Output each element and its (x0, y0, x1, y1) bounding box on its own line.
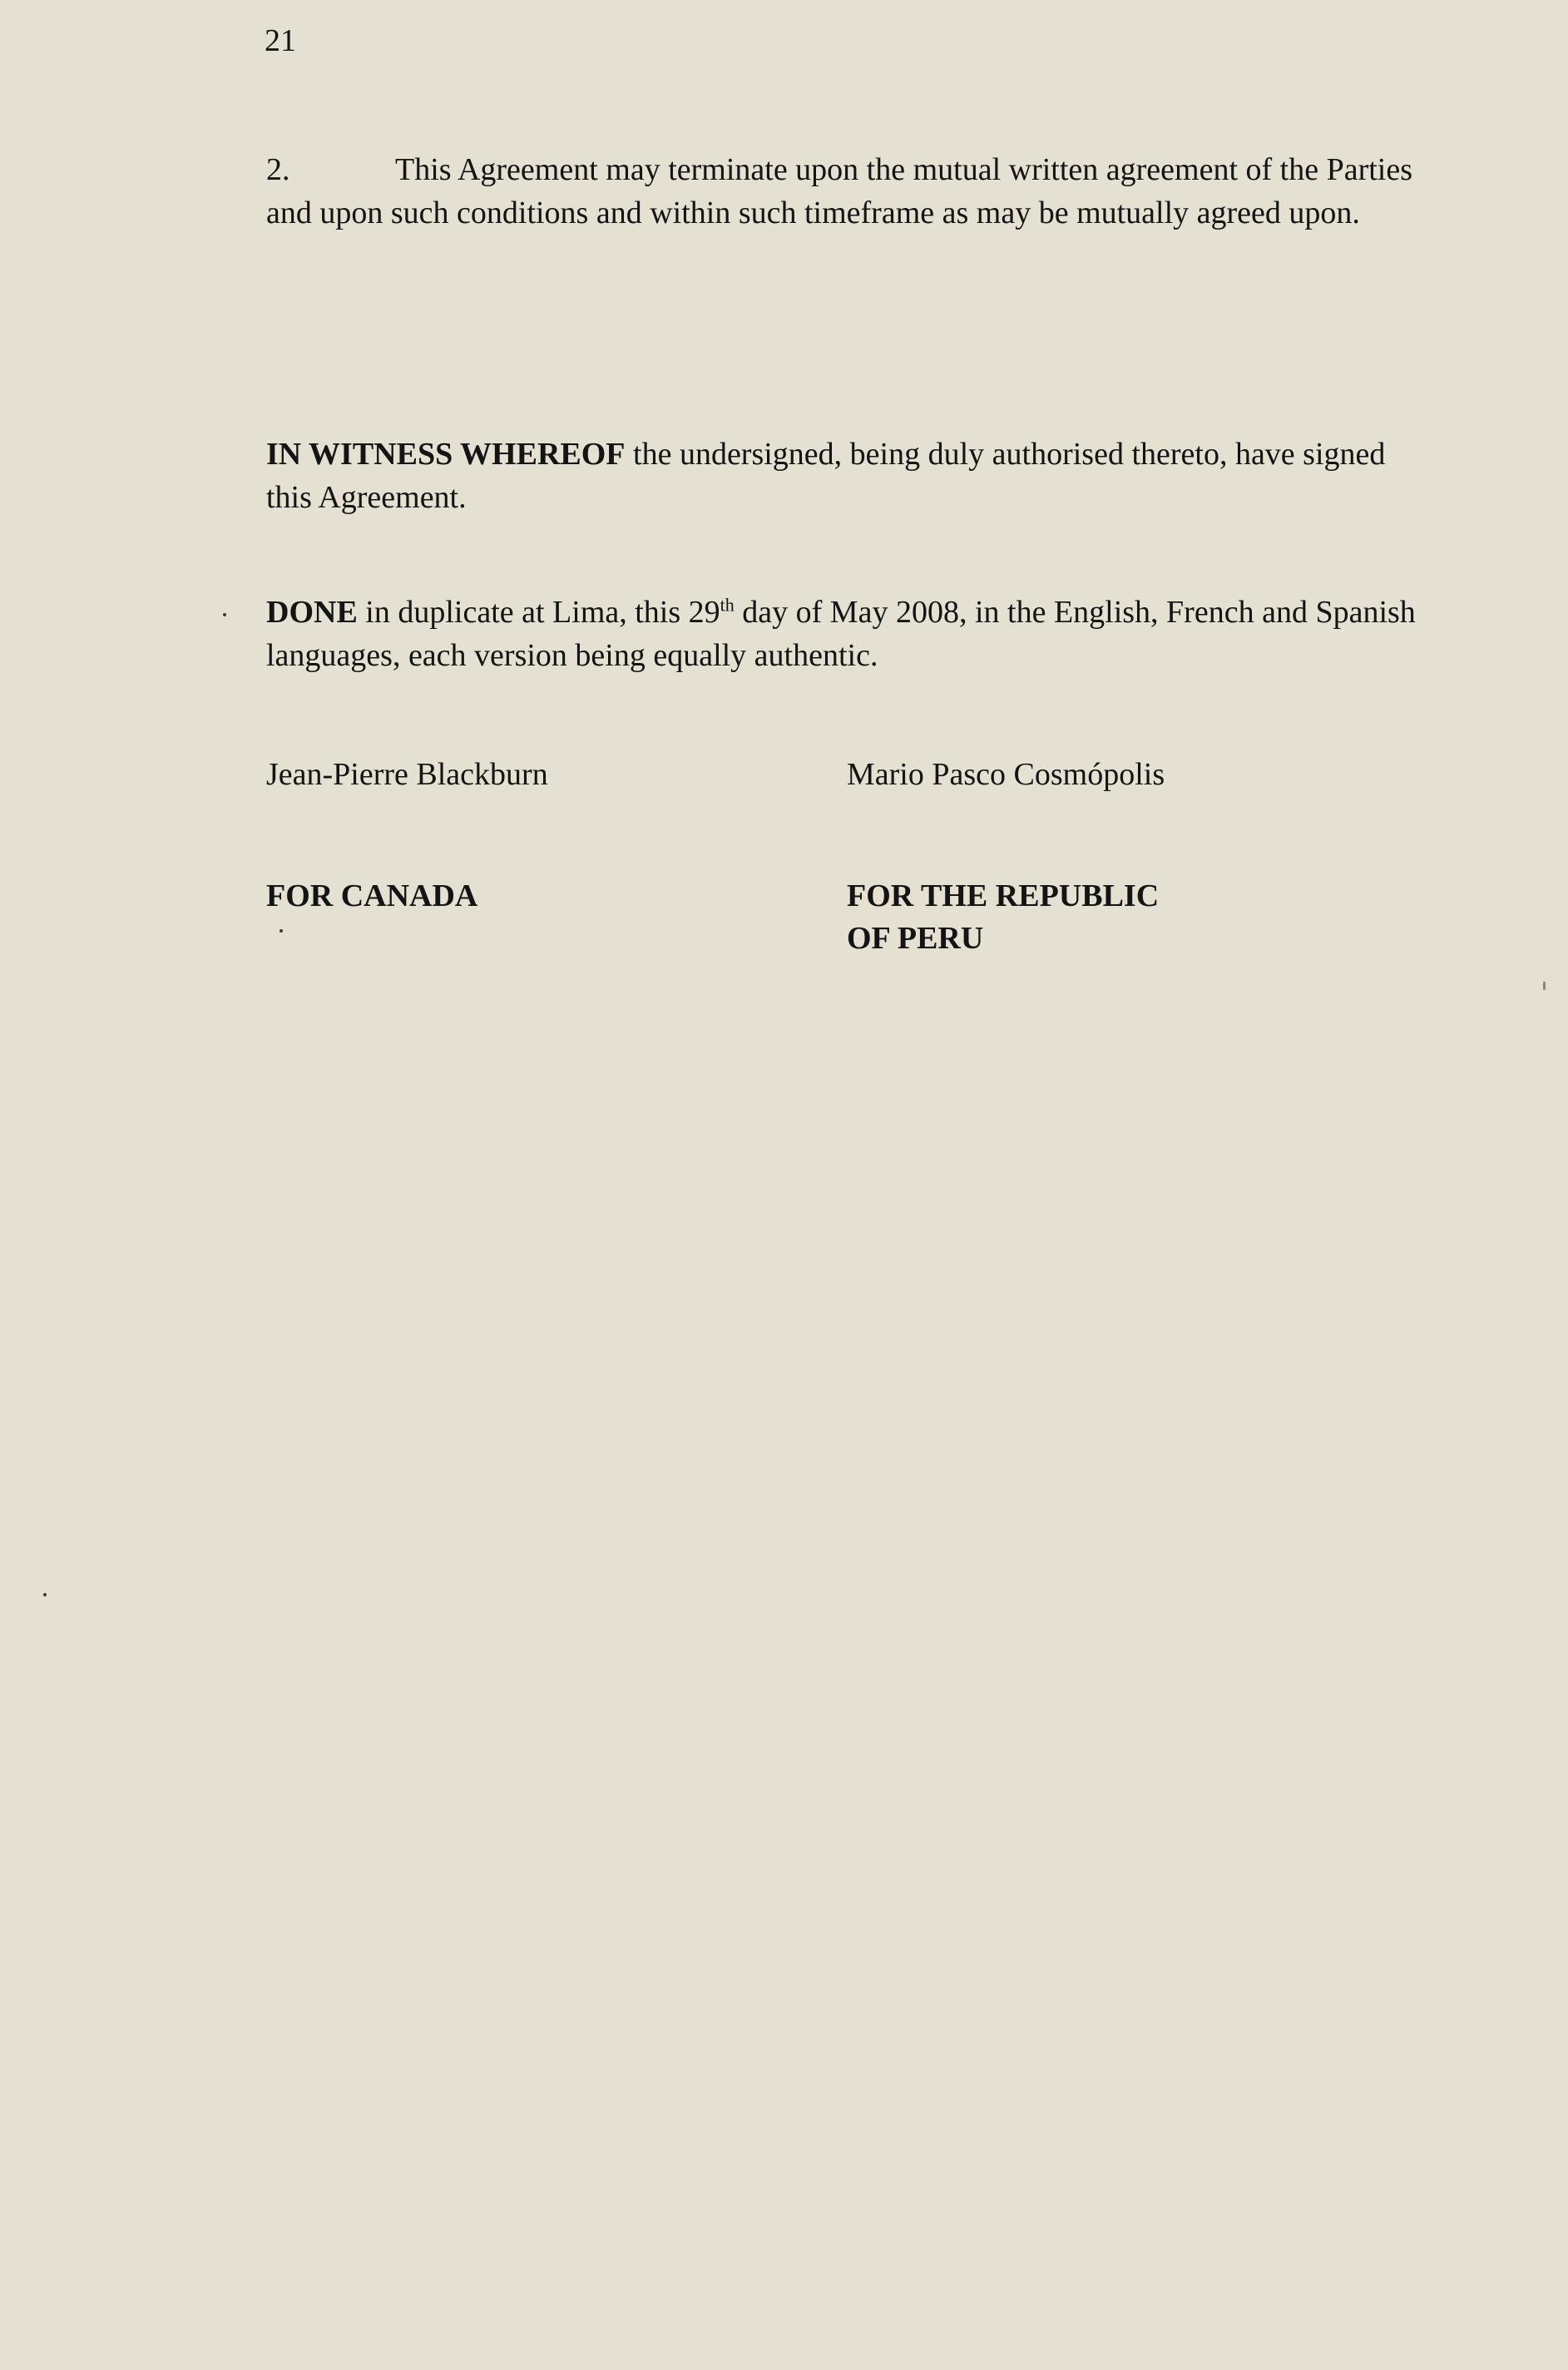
party-line-1: FOR THE REPUBLIC (847, 878, 1160, 913)
witness-lead: IN WITNESS WHEREOF (266, 437, 626, 472)
done-clause (266, 591, 1422, 677)
termination-clause (266, 148, 1422, 235)
witness-text: the undersigned, being duly authorised thereto, have signed this Agreement. (266, 437, 1386, 515)
scan-speck (1543, 982, 1546, 990)
scan-speck (43, 1593, 47, 1596)
done-text-after: day of May 2008, in the English, French and Spanish languages, each version being equally authentic. (266, 595, 1416, 673)
page-number: 21 (265, 23, 296, 58)
done-lead: DONE (266, 595, 358, 630)
done-superscript: th (720, 594, 735, 616)
signatory-party-canada: FOR CANADA (266, 878, 478, 913)
clause-text: This Agreement may terminate upon the mutual written agreement of the Parties and upon such conditions and within such timeframe as may be mutually agreed upon. (266, 152, 1413, 230)
scan-speck (223, 613, 226, 616)
done-text-before: in duplicate at Lima, this 29 (357, 595, 720, 630)
signatory-party-peru (847, 875, 1279, 960)
signatory-name-peru: Mario Pasco Cosmópolis (847, 757, 1165, 792)
scan-speck (279, 929, 283, 933)
party-line-2: OF PERU (847, 921, 984, 956)
signatory-name-canada: Jean-Pierre Blackburn (266, 757, 548, 792)
clause-number: 2. (266, 152, 290, 187)
witness-clause (266, 433, 1422, 519)
